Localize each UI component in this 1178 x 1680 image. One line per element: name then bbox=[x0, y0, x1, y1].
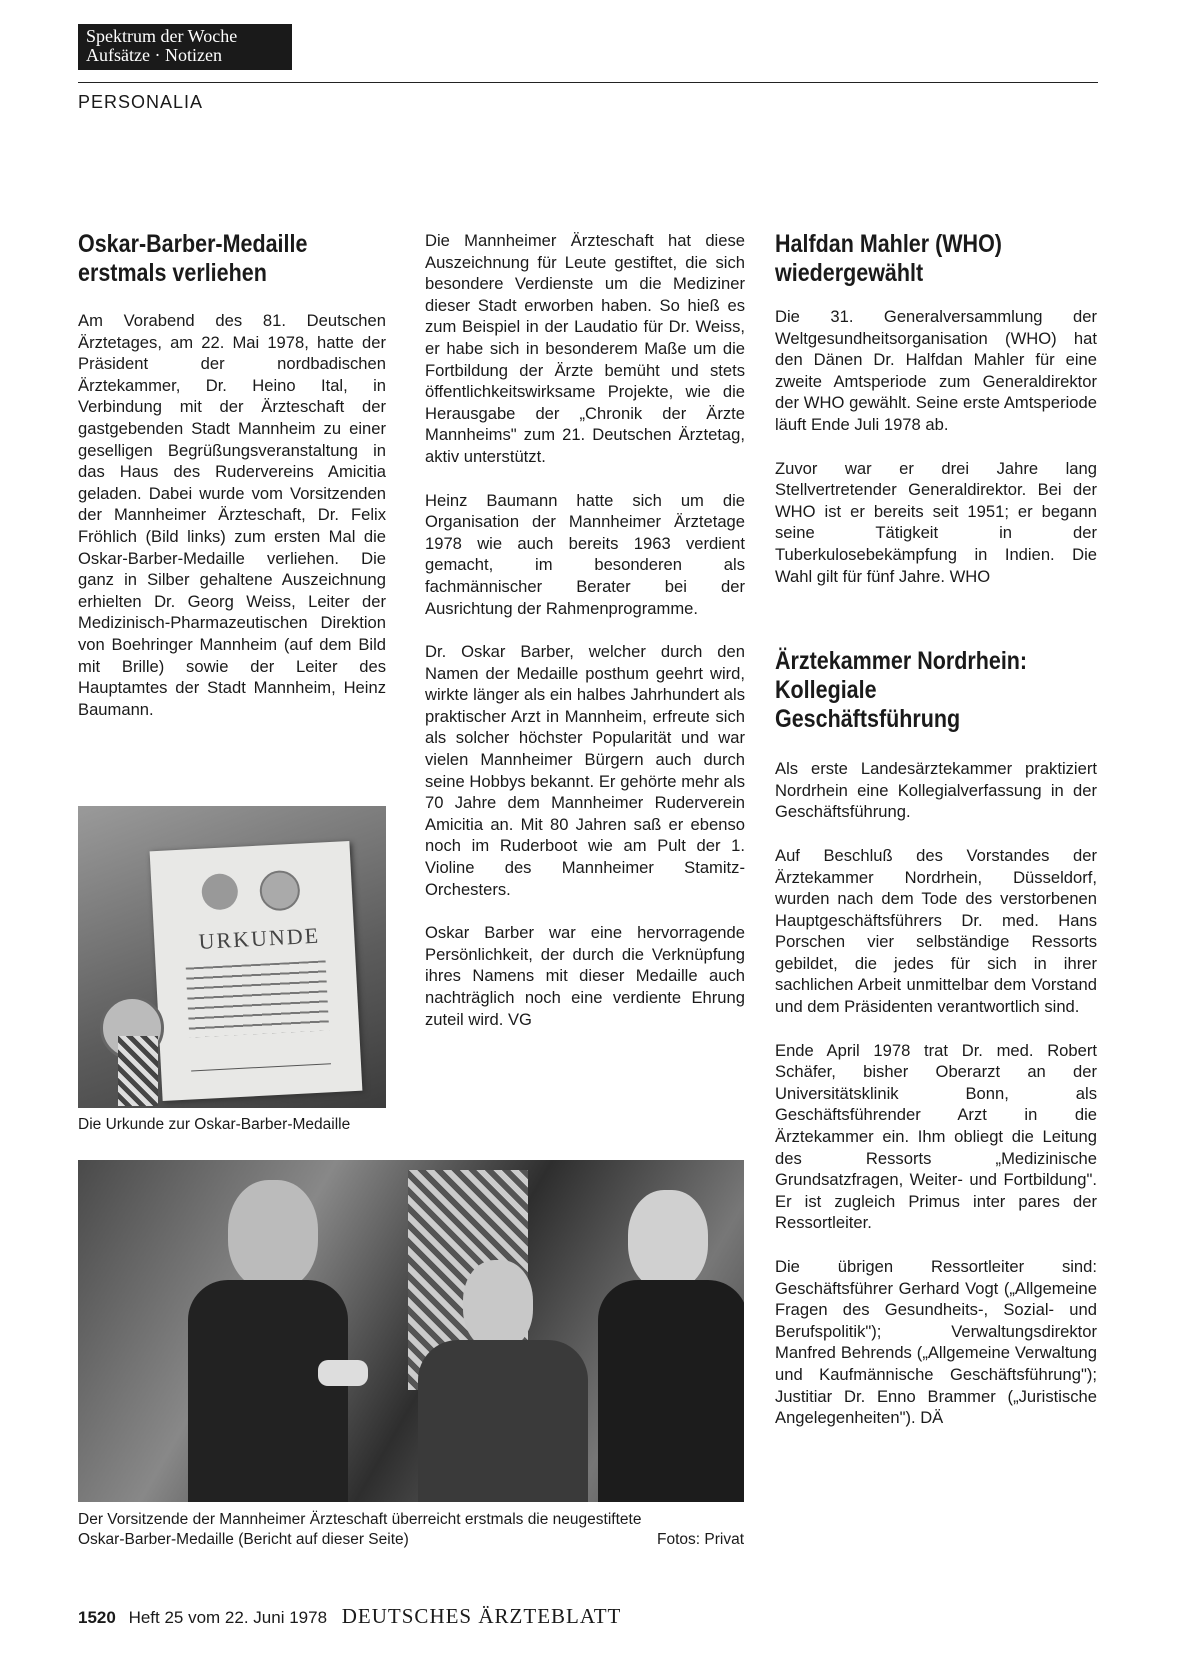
certificate-text-lines bbox=[186, 960, 329, 1037]
certificate-photo bbox=[78, 806, 386, 1108]
article1-paragraph: Dr. Oskar Barber, welcher durch den Namen der Medaille posthum geehrt wird, wirkte länger als ein halbes Jahrhundert als praktischer Arzt in Mannheim, erfreute sich als solcher höchster Popularität und war vielen Mannheimer Bürgern auch durch seine Hobbys bekannt. Er gehörte mehr als 70 Jahre dem Mannheimer Ruderverein Amicitia an. Mit 80 Jahren saß er ebenso noch im Ruderboot wie am Pult der 1. Violine des Mannheimer Stamitz-Orchesters. bbox=[425, 642, 745, 899]
photo2-caption: Der Vorsitzende der Mannheimer Ärzteschaft überreicht erstmals die neugestiftete Oskar-Barber-Medaille (Bericht auf dieser Seite) Fotos: Privat bbox=[78, 1511, 744, 1548]
photo1-caption: Die Urkunde zur Oskar-Barber-Medaille bbox=[78, 1116, 351, 1133]
header-line-2: Aufsätze · Notizen bbox=[86, 45, 222, 65]
medal-ribbon-icon bbox=[118, 1036, 158, 1106]
article3-title: Ärztekammer Nordrhein: Kollegiale Geschäftsführung bbox=[775, 647, 1028, 734]
photo-credit: Fotos: Privat bbox=[657, 1531, 744, 1548]
article3-paragraph: Als erste Landesärztekammer praktiziert Nordrhein eine Kollegialverfassung in der Geschäftsführung. bbox=[775, 759, 1097, 822]
person-left-body bbox=[188, 1280, 348, 1502]
article3-paragraph: Auf Beschluß des Vorstandes der Ärztekammer Nordrhein, Düsseldorf, wurden nach dem Tode des verstorbenen Hauptgeschäftsführers Dr. med. Hans Porschen vier selbständige Ressorts gebildet, die jedes für sich in ihrer sachlichen Arbeit unmittelbar dem Vorstand und dem Präsidenten verantwortlich sind. bbox=[775, 845, 1097, 1017]
issue-info: Heft 25 vom 22. Juni 1978 bbox=[128, 1608, 328, 1627]
page-footer bbox=[78, 1604, 621, 1629]
header-line-1: Spektrum der Woche bbox=[86, 26, 238, 46]
article1-col2 bbox=[425, 230, 745, 1030]
right-column bbox=[775, 230, 1097, 1429]
article1-col1 bbox=[78, 230, 386, 720]
header-rule bbox=[78, 82, 1098, 83]
certificate-title: URKUNDE bbox=[197, 922, 321, 954]
signature-line bbox=[190, 1047, 331, 1071]
article3-paragraph: Ende April 1978 trat Dr. med. Robert Schäfer, bisher Oberarzt an der Universitätsklinik Bonn, als Geschäftsführender Arzt in die Ärztekammer ein. Ihm obliegt die Leitung des Ressorts „Medizinische Grundsatzfragen, Weiter- und Fortbildung". Er ist zugleich Primus inter pares der Ressortleiter. bbox=[775, 1040, 1097, 1233]
certificate-paper bbox=[150, 841, 363, 1101]
article1-paragraph: Heinz Baumann hatte sich um die Organisation der Mannheimer Ärztetage 1978 wie auch bereits 1963 verdient gemacht, im besonderen als fachmännischer Berater bei der Ausrichtung der Rahmenprogramme. bbox=[425, 490, 745, 618]
person-center-body bbox=[418, 1340, 588, 1502]
section-label: PERSONALIA bbox=[78, 92, 204, 112]
article2-paragraph: Die 31. Generalversammlung der Weltgesundheitsorganisation (WHO) hat den Dänen Dr. Halfdan Mahler für eine zweite Amtsperiode zum Generaldirektor der WHO gewählt. Seine erste Amtsperiode läuft Ende Juli 1978 ab. bbox=[775, 307, 1097, 434]
article3-paragraph: Die übrigen Ressortleiter sind: Geschäftsführer Gerhard Vogt („Allgemeine Fragen des Gesundheits-, Sozial- und Berufspolitik"); Verwaltungsdirektor Manfred Behrends („Allgemeine Verwaltung und Kaufmännische Geschäftsführung"); Justitiar Dr. Enno Brammer („Juristische Angelegenheiten"). DÄ bbox=[775, 1257, 1097, 1428]
article1-paragraph: Die Mannheimer Ärzteschaft hat diese Auszeichnung für Leute gestiftet, die sich besondere Verdienste um die Mediziner dieser Stadt erworben haben. So hieß es zum Beispiel in der Laudatio für Dr. Weiss, er habe sich in besonderem Maße um die Fortbildung der Ärzte bemüht und stets öffentlichkeitswirksame Projekte, wie die Herausgabe der „Chronik der Ärzte Mannheims" zum 21. Deutschen Ärztetag, aktiv unterstützt. bbox=[425, 231, 745, 466]
article1-title: Oskar-Barber-Medaille erstmals verliehen bbox=[78, 230, 308, 287]
person-right-head bbox=[628, 1190, 708, 1290]
section-header-box bbox=[78, 24, 292, 70]
page-number: 1520 bbox=[78, 1608, 116, 1627]
person-left-head bbox=[228, 1180, 318, 1290]
article1-paragraph: Oskar Barber war eine hervorragende Persönlichkeit, der durch die Verknüpfung ihres Namens mit dieser Medaille auch nachträglich noch eine verdiente Ehrung zuteil wird. VG bbox=[425, 923, 745, 1029]
person-center-head bbox=[463, 1260, 533, 1350]
article1-paragraph: Am Vorabend des 81. Deutschen Ärztetages, am 22. Mai 1978, hatte der Präsident der nordbadischen Ärztekammer, Dr. Heino Ital, in Verbindung mit der Ärzteschaft der gastgebenden Stadt Mannheim zu einer geselligen Begrüßungsveranstaltung in das Haus des Rudervereins Amicitia geladen. Dabei wurde vom Vorsitzenden der Mannheimer Ärzteschaft, Dr. Felix Fröhlich (Bild links) zum ersten Mal die Oskar-Barber-Medaille verliehen. Die ganz in Silber gehaltene Auszeichnung erhielten Dr. Georg Weiss, Leiter der Medizinisch-Pharmazeutischen Direktion von Boehringer Mannheim (auf dem Bild mit Brille) sowie der Leiter des Hauptamtes der Stadt Mannheim, Heinz Baumann. bbox=[78, 311, 386, 719]
article2-title: Halfdan Mahler (WHO) wiedergewählt bbox=[775, 230, 1002, 287]
seal-icon bbox=[259, 870, 301, 912]
handshake bbox=[318, 1360, 368, 1386]
portrait-medallion-icon bbox=[201, 873, 239, 911]
person-right-body bbox=[598, 1280, 744, 1502]
magazine-name: DEUTSCHES ÄRZTEBLATT bbox=[341, 1604, 622, 1628]
ceremony-photo bbox=[78, 1160, 744, 1502]
article2-paragraph: Zuvor war er drei Jahre lang Stellvertretender Generaldirektor. Bei der WHO ist er bereits seit 1951; er begann seine Tätigkeit in der Tuberkulosebekämpfung in Indien. Die Wahl gilt für fünf Jahre. WHO bbox=[775, 458, 1097, 586]
